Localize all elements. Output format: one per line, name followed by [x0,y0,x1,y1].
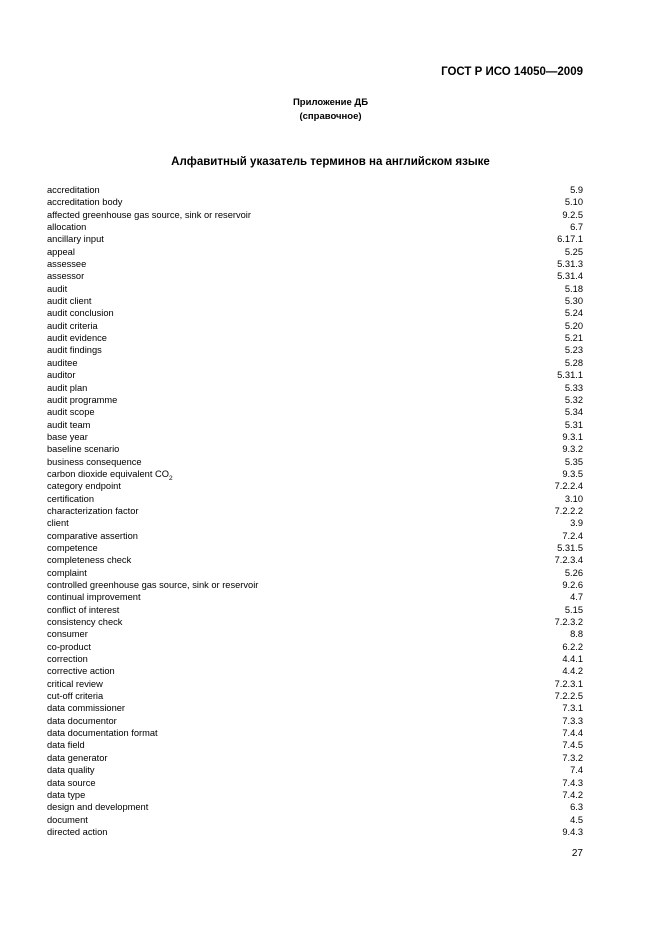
index-reference: 5.26 [564,567,583,578]
index-reference: 9.3.2 [562,444,583,455]
index-reference: 7.3.3 [562,715,583,726]
index-row [47,542,583,554]
index-reference: 4.4.1 [562,654,583,665]
index-term: affected greenhouse gas source, sink or reservoir [47,209,251,220]
index-term: business consequence [47,456,142,467]
index-term: base year [47,431,88,442]
index-reference: 6.3 [570,802,583,813]
index-reference: 7.2.4 [562,530,583,541]
index-term: audit evidence [47,333,107,344]
appendix-kind: (справочное) [299,111,362,122]
index-reference: 7.4.2 [562,789,583,800]
index-term: data documentor [47,715,117,726]
index-row [47,344,583,356]
index-reference: 5.31.4 [557,271,583,282]
index-reference: 5.24 [564,308,583,319]
index-row [47,777,583,789]
appendix-heading [0,96,661,124]
index-reference: 5.28 [564,357,583,368]
index-row [47,468,583,480]
index-term: document [47,814,88,825]
index-term: audit findings [47,345,102,356]
index-reference: 9.2.5 [562,209,583,220]
index-term: audit scope [47,407,95,418]
index-term: client [47,518,69,529]
index-term: assessee [47,259,87,270]
index-term: competence [47,542,98,553]
index-row [47,579,583,591]
index-reference: 5.23 [564,345,583,356]
index-reference: 7.4.5 [562,740,583,751]
index-row [47,295,583,307]
index-term: audit conclusion [47,308,114,319]
index-reference: 6.17.1 [557,234,583,245]
index-row [47,814,583,826]
index-reference: 4.5 [570,814,583,825]
index-term: audit client [47,296,92,307]
index-term: category endpoint [47,481,121,492]
index-reference: 5.34 [564,407,583,418]
index-term: conflict of interest [47,604,120,615]
index-reference: 5.31.5 [557,542,583,553]
index-reference: 5.10 [564,197,583,208]
index-reference: 4.4.2 [562,666,583,677]
index-term: co-product [47,641,91,652]
index-term: audit team [47,419,91,430]
document-header: ГОСТ Р ИСО 14050—2009 [441,66,583,78]
index-row [47,789,583,801]
index-row [47,320,583,332]
index-reference: 7.3.1 [562,703,583,714]
index-term: audit criteria [47,320,98,331]
appendix-label: Приложение ДБ [292,97,369,108]
index-row [47,764,583,776]
term-index [47,184,583,838]
index-term: data commissioner [47,703,126,714]
index-reference: 5.9 [570,185,583,195]
index-reference: 5.25 [564,246,583,257]
index-row [47,209,583,221]
index-row [47,369,583,381]
index-term: auditor [47,370,76,381]
index-term: complaint [47,567,87,578]
index-reference: 4.7 [570,592,583,603]
index-row [47,530,583,542]
index-term: characterization factor [47,505,139,516]
index-row [47,443,583,455]
index-row [47,567,583,579]
index-row [47,270,583,282]
index-row [47,628,583,640]
index-term: correction [47,654,88,665]
index-row [47,221,583,233]
index-row [47,702,583,714]
index-row [47,591,583,603]
index-row [47,307,583,319]
index-title: Алфавитный указатель терминов на английском языке [171,156,490,168]
index-row [47,505,583,517]
index-term: critical review [47,678,103,689]
index-row [47,690,583,702]
index-term: data source [47,777,96,788]
index-reference: 3.10 [564,493,583,504]
index-reference: 9.4.3 [562,826,583,837]
index-reference: 5.31.1 [557,370,583,381]
index-term: accreditation [47,185,100,195]
index-row [47,665,583,677]
index-reference: 9.3.5 [562,468,583,479]
index-term: completeness check [47,555,132,566]
index-reference: 5.21 [564,333,583,344]
index-row [47,184,583,196]
index-reference: 7.2.2.4 [554,481,583,492]
index-term: allocation [47,222,87,233]
index-term: assessor [47,271,85,282]
index-row [47,419,583,431]
index-row [47,480,583,492]
index-reference: 7.2.2.5 [554,691,583,702]
index-row [47,604,583,616]
index-reference: 6.7 [570,222,583,233]
index-term: cut-off criteria [47,691,104,702]
index-term: data type [47,789,86,800]
index-reference: 6.2.2 [562,641,583,652]
index-reference: 7.2.3.2 [554,617,583,628]
index-term: data field [47,740,85,751]
index-reference: 7.2.3.1 [554,678,583,689]
index-term: appeal [47,246,75,257]
index-term: audit [47,283,68,294]
index-row [47,246,583,258]
index-row [47,653,583,665]
index-term: controlled greenhouse gas source, sink or reservoir [47,580,259,590]
index-reference: 5.20 [564,320,583,331]
index-reference: 5.33 [564,382,583,393]
index-reference: 7.4 [570,765,583,776]
index-row [47,493,583,505]
index-term: certification [47,493,95,504]
index-row [47,233,583,245]
subscript: 2 [168,474,173,482]
index-term: data generator [47,752,108,763]
index-term: audit plan [47,382,88,393]
index-row [47,517,583,529]
index-row [47,826,583,838]
index-row [47,382,583,394]
index-row [47,752,583,764]
index-reference: 7.3.2 [562,752,583,763]
index-row [47,196,583,208]
index-term: corrective action [47,666,115,677]
index-row [47,739,583,751]
index-term: directed action [47,826,108,837]
index-row [47,801,583,813]
index-reference: 5.31 [564,419,583,430]
index-row [47,406,583,418]
index-row [47,431,583,443]
index-term: continual improvement [47,592,141,603]
index-row [47,357,583,369]
index-reference: 7.4.3 [562,777,583,788]
index-term: carbon dioxide equivalent $CO_2$ [47,468,173,482]
index-reference: 8.8 [570,629,583,640]
index-row [47,616,583,628]
index-reference: 7.2.3.4 [554,555,583,566]
index-reference: 7.2.2.2 [554,505,583,516]
index-reference: 9.3.1 [562,431,583,442]
index-reference: 5.31.3 [557,259,583,270]
index-reference: 5.35 [564,456,583,467]
index-row [47,554,583,566]
index-term: auditee [47,357,78,368]
index-row [47,456,583,468]
index-reference: 5.30 [564,296,583,307]
index-reference: 5.15 [564,604,583,615]
index-term: design and development [47,802,149,813]
index-row [47,727,583,739]
index-reference: 7.4.4 [562,728,583,739]
index-row [47,332,583,344]
index-term: comparative assertion [47,530,138,541]
index-term: baseline scenario [47,444,120,455]
index-row [47,715,583,727]
index-term: data quality [47,765,95,776]
index-term: ancillary input [47,234,104,245]
index-reference: 5.32 [564,394,583,405]
index-term: consumer [47,629,88,640]
index-row [47,678,583,690]
index-reference: 9.2.6 [562,580,583,590]
index-reference: 5.18 [564,283,583,294]
index-row [47,283,583,295]
index-row [47,394,583,406]
index-term: consistency check [47,617,123,628]
page-number: 27 [571,848,583,859]
index-row [47,258,583,270]
index-term: audit programme [47,394,118,405]
index-row [47,641,583,653]
index-term: data documentation format [47,728,158,739]
index-reference: 3.9 [570,518,583,529]
index-term: accreditation body [47,197,123,208]
